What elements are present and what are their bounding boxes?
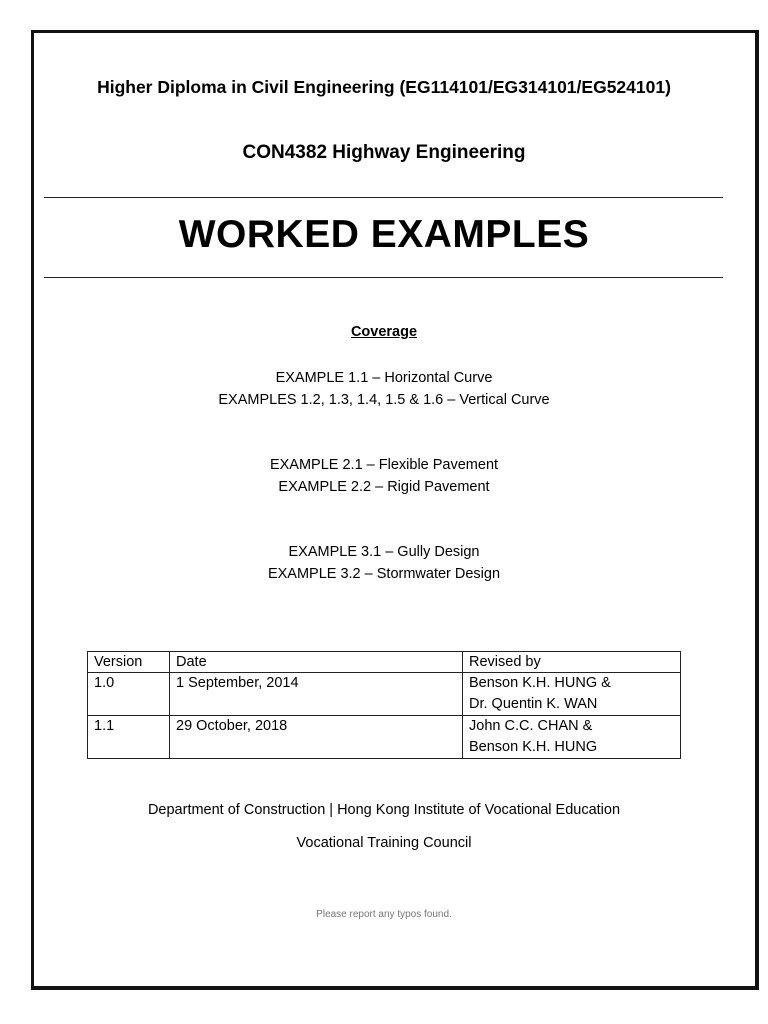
department-line: Department of Construction | Hong Kong Institute of Vocational Education [147, 802, 621, 818]
table-row [88, 716, 681, 759]
typo-note: Please report any typos found. [316, 909, 452, 920]
coverage-heading: Coverage [350, 324, 418, 340]
coverage-item: EXAMPLES 1.2, 1.3, 1.4, 1.5 & 1.6 – Vertical Curve [218, 392, 550, 408]
column-header-version: Version [88, 652, 170, 673]
coverage-group-3 [0, 541, 768, 585]
course-title: CON4382 Highway Engineering [242, 142, 526, 163]
date-cell: 1 September, 2014 [170, 673, 463, 716]
date-cell: 29 October, 2018 [170, 716, 463, 759]
revised-by-cell [463, 716, 681, 759]
coverage-item: EXAMPLE 2.2 – Rigid Pavement [278, 479, 490, 495]
table-row [88, 673, 681, 716]
council-line: Vocational Training Council [296, 835, 472, 851]
coverage-item: EXAMPLE 2.1 – Flexible Pavement [269, 457, 499, 473]
divider-bottom [44, 277, 723, 278]
version-table [87, 651, 681, 759]
version-cell: 1.1 [88, 716, 170, 759]
reviser-name: Benson K.H. HUNG [469, 739, 598, 755]
divider-top [44, 197, 723, 198]
table-header-row [88, 652, 681, 673]
reviser-name: John C.C. CHAN & [469, 718, 593, 734]
document-title: WORKED EXAMPLES [178, 213, 590, 256]
coverage-item: EXAMPLE 3.1 – Gully Design [288, 544, 480, 560]
revised-by-cell [463, 673, 681, 716]
coverage-item: EXAMPLE 1.1 – Horizontal Curve [275, 370, 493, 386]
reviser-name: Dr. Quentin K. WAN [469, 696, 598, 712]
version-cell: 1.0 [88, 673, 170, 716]
reviser-name: Benson K.H. HUNG & [469, 675, 611, 691]
column-header-revised-by: Revised by [463, 652, 681, 673]
program-title: Higher Diploma in Civil Engineering (EG114101/EG314101/EG524101) [97, 77, 671, 97]
coverage-group-1 [0, 367, 768, 411]
column-header-date: Date [170, 652, 463, 673]
coverage-item: EXAMPLE 3.2 – Stormwater Design [267, 566, 501, 582]
coverage-group-2 [0, 454, 768, 498]
